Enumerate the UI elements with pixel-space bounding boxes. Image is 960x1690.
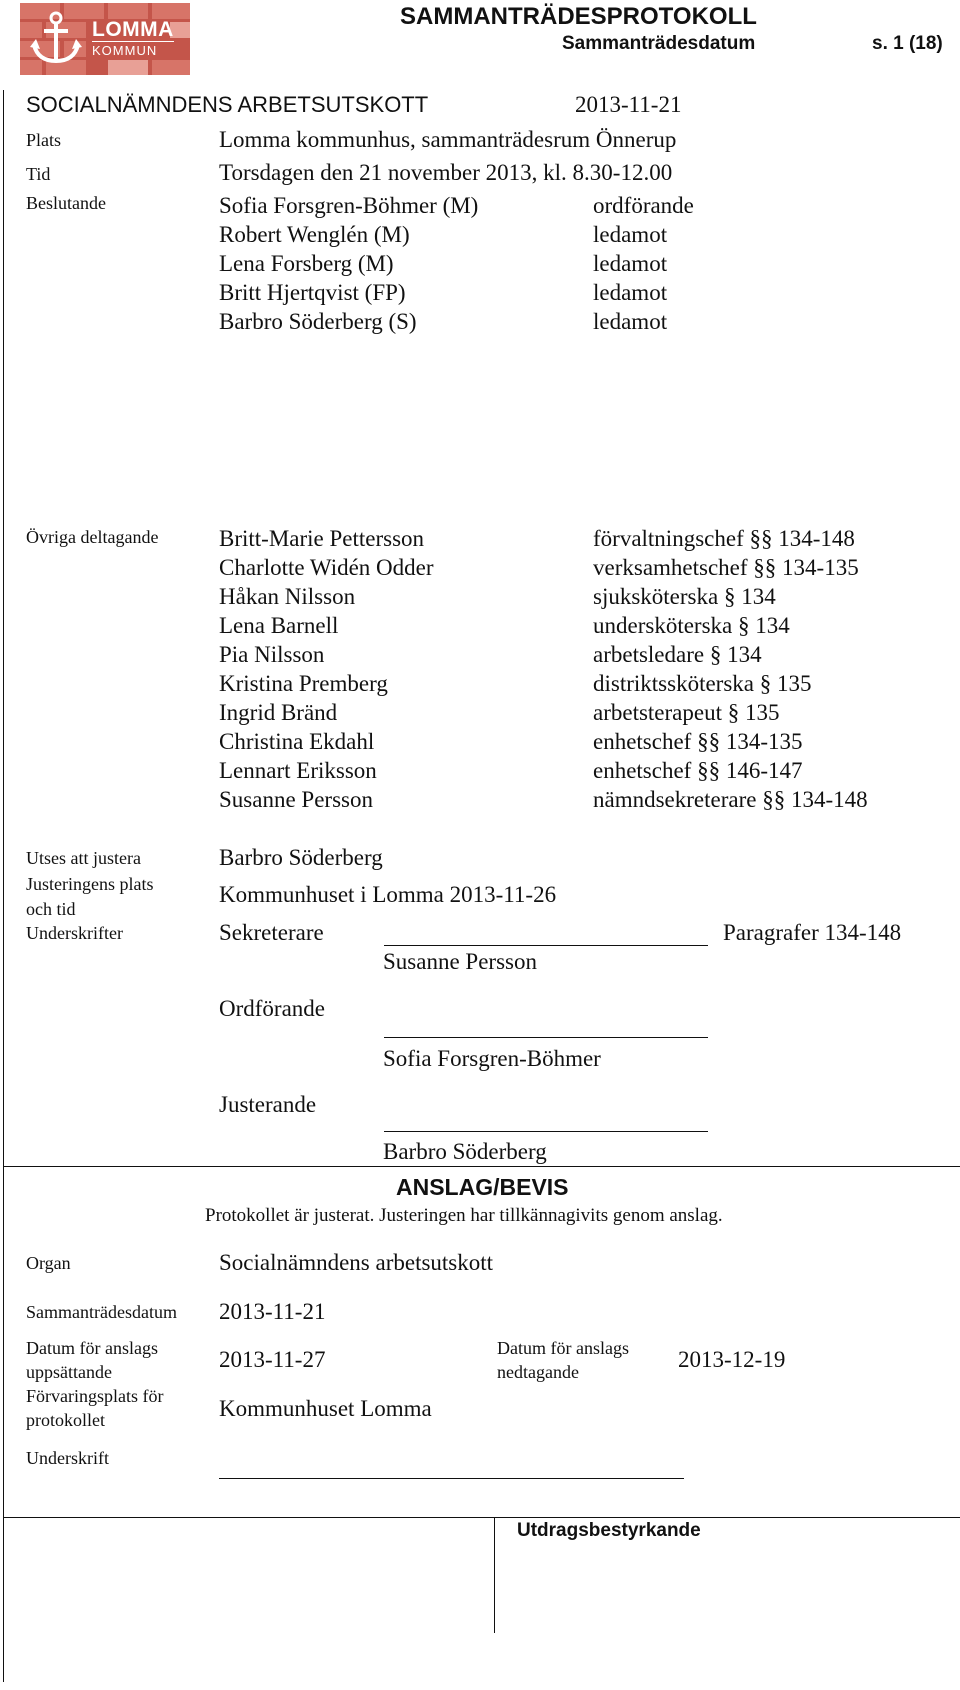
logo-wordmark: LOMMA (92, 18, 174, 41)
meeting-date: 2013-11-21 (575, 92, 682, 117)
posted-date-label: Datum för anslags (26, 1338, 158, 1358)
participant-role: förvaltningschef §§ 134-148 (593, 526, 855, 551)
place-value: Lomma kommunhus, sammanträdesrum Önnerup (219, 127, 677, 152)
participant-role: sjuksköterska § 134 (593, 584, 776, 609)
secretary-name: Susanne Persson (383, 949, 537, 974)
deciding-role: ordförande (593, 193, 694, 218)
time-value: Torsdagen den 21 november 2013, kl. 8.30-12.00 (219, 160, 673, 185)
notice-signature-line (219, 1478, 684, 1479)
participant-role: verksamhetschef §§ 134-135 (593, 555, 859, 580)
adjuster-signature-line (384, 1131, 708, 1132)
deciding-role: ledamot (593, 309, 668, 334)
participant-name: Pia Nilsson (219, 642, 325, 667)
notice-title: ANSLAG/BEVIS (396, 1174, 569, 1200)
removed-date-label-cont: nedtagande (497, 1362, 579, 1382)
deciding-role: ledamot (593, 251, 668, 276)
storage-value: Kommunhuset Lomma (219, 1396, 432, 1421)
deciding-name: Barbro Söderberg (S) (219, 309, 417, 334)
others-label: Övriga deltagande (26, 527, 159, 547)
paragraphs-label: Paragrafer 134-148 (723, 920, 902, 945)
participant-name: Lennart Eriksson (219, 758, 377, 783)
adjuster-label: Utses att justera (26, 848, 141, 868)
adjuster-value: Barbro Söderberg (219, 845, 383, 870)
posted-date-value: 2013-11-27 (219, 1347, 326, 1372)
chair-name: Sofia Forsgren-Böhmer (383, 1046, 601, 1071)
adjust-place-label: Justeringens plats (26, 874, 154, 894)
lomma-kommun-logo (20, 3, 190, 75)
participant-role: arbetsledare § 134 (593, 642, 762, 667)
deciding-name: Britt Hjertqvist (FP) (219, 280, 406, 305)
notice-organ-value: Socialnämndens arbetsutskott (219, 1250, 494, 1275)
section-divider-footer (3, 1517, 960, 1518)
adjuster-sign-label: Justerande (219, 1092, 317, 1117)
deciding-name: Sofia Forsgren-Böhmer (M) (219, 193, 479, 218)
notice-date-label: Sammanträdesdatum (26, 1302, 177, 1322)
removed-date-label: Datum för anslags (497, 1338, 629, 1358)
organ-heading: SOCIALNÄMNDENS ARBETSUTSKOTT (26, 92, 429, 117)
participant-role: distriktssköterska § 135 (593, 671, 812, 696)
chair-label: Ordförande (219, 996, 326, 1021)
secretary-signature-line (384, 945, 708, 946)
participant-name: Håkan Nilsson (219, 584, 356, 609)
chair-signature-line (384, 1037, 708, 1038)
place-label: Plats (26, 130, 62, 150)
page-number: s. 1 (18) (872, 33, 943, 54)
participant-role: enhetschef §§ 134-135 (593, 729, 803, 754)
adjust-place-label-cont: och tid (26, 899, 76, 919)
adjuster-sign-name: Barbro Söderberg (383, 1139, 547, 1164)
notice-signature-label: Underskrift (26, 1448, 109, 1468)
secretary-label: Sekreterare (219, 920, 324, 945)
deciding-role: ledamot (593, 280, 668, 305)
deciding-label: Beslutande (26, 193, 106, 213)
notice-organ-label: Organ (26, 1253, 71, 1273)
participant-role: undersköterska § 134 (593, 613, 790, 638)
section-divider-notice (3, 1166, 960, 1167)
time-label: Tid (26, 164, 51, 184)
participant-role: arbetsterapeut § 135 (593, 700, 780, 725)
participant-name: Charlotte Widén Odder (219, 555, 434, 580)
posted-date-label-cont: uppsättande (26, 1362, 112, 1382)
notice-date-value: 2013-11-21 (219, 1299, 326, 1324)
left-margin-line (3, 90, 4, 1682)
participant-name: Susanne Persson (219, 787, 373, 812)
removed-date-value: 2013-12-19 (678, 1347, 786, 1372)
participant-name: Christina Ekdahl (219, 729, 375, 754)
deciding-name: Lena Forsberg (M) (219, 251, 394, 276)
logo-divider (92, 41, 174, 42)
logo-subtitle: KOMMUN (92, 43, 158, 58)
deciding-role: ledamot (593, 222, 668, 247)
participant-name: Lena Barnell (219, 613, 339, 638)
participant-name: Kristina Premberg (219, 671, 388, 696)
header-date-label: Sammanträdesdatum (562, 33, 756, 54)
participant-name: Ingrid Bränd (219, 700, 338, 725)
anchor-icon (26, 9, 86, 69)
participant-name: Britt-Marie Pettersson (219, 526, 425, 551)
participant-role: nämndsekreterare §§ 134-148 (593, 787, 868, 812)
signatures-label: Underskrifter (26, 923, 123, 943)
document-type: SAMMANTRÄDESPROTOKOLL (400, 3, 757, 30)
storage-label-cont: protokollet (26, 1410, 105, 1430)
deciding-name: Robert Wenglén (M) (219, 222, 410, 247)
footer-vertical-divider (494, 1517, 495, 1633)
participant-role: enhetschef §§ 146-147 (593, 758, 803, 783)
extract-certification-label: Utdragsbestyrkande (517, 1520, 701, 1541)
adjust-place-value: Kommunhuset i Lomma 2013-11-26 (219, 882, 557, 907)
notice-text: Protokollet är justerat. Justeringen har tillkännagivits genom anslag. (205, 1205, 723, 1226)
storage-label: Förvaringsplats för (26, 1386, 164, 1406)
